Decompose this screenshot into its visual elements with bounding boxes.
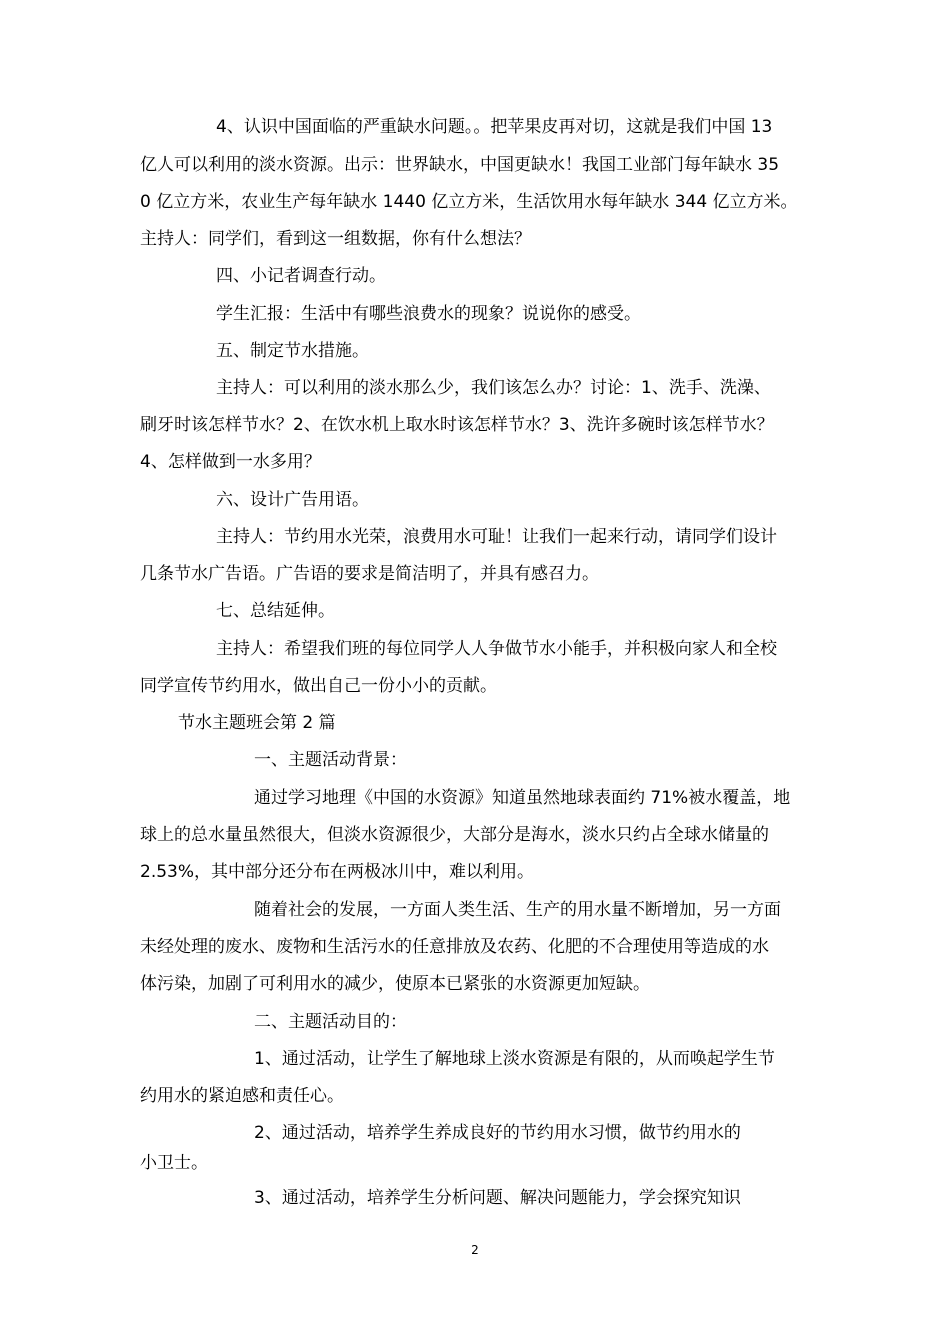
section-heading: 二、主题活动目的： <box>254 1012 407 1032</box>
text-line: 球上的总水量虽然很大，但淡水资源很少，大部分是海水，淡水只约占全球水储量的 <box>140 825 769 845</box>
page-number: 2 <box>471 1243 479 1257</box>
text-line: 随着社会的发展，一方面人类生活、生产的用水量不断增加，另一方面 <box>254 900 781 920</box>
text-line: 体污染，加剧了可利用水的减少，使原本已紧张的水资源更加短缺。 <box>140 974 650 994</box>
text-line: 0 亿立方米，农业生产每年缺水 1440 亿立方米，生活饮用水每年缺水 344 亿立方米。 <box>140 192 798 212</box>
text-line: 学生汇报：生活中有哪些浪费水的现象？说说你的感受。 <box>216 304 641 324</box>
text-line: 约用水的紧迫感和责任心。 <box>140 1086 344 1106</box>
text-line: 几条节水广告语。广告语的要求是简洁明了，并具有感召力。 <box>140 564 599 584</box>
text-line: 主持人：同学们，看到这一组数据，你有什么想法？ <box>140 229 531 249</box>
text-line: 刷牙时该怎样节水？2、在饮水机上取水时该怎样节水？3、洗许多碗时该怎样节水？ <box>140 415 774 435</box>
section-heading: 四、小记者调查行动。 <box>216 266 386 286</box>
text-line: 未经处理的废水、废物和生活污水的任意排放及农药、化肥的不合理使用等造成的水 <box>140 937 769 957</box>
text-line: 小卫士。 <box>140 1153 208 1173</box>
text-line: 同学宣传节约用水，做出自己一份小小的贡献。 <box>140 676 497 696</box>
section-heading: 七、总结延伸。 <box>216 601 335 621</box>
text-line: 4、认识中国面临的严重缺水问题。。把苹果皮再对切，这就是我们中国 13 <box>216 117 773 137</box>
text-line: 主持人：可以利用的淡水那么少，我们该怎么办？讨论：1、洗手、洗澡、 <box>216 378 771 398</box>
text-line: 3、通过活动，培养学生分析问题、解决问题能力，学会探究知识 <box>254 1188 741 1208</box>
text-line: 亿人可以利用的淡水资源。出示：世界缺水，中国更缺水！我国工业部门每年缺水 35 <box>140 155 780 175</box>
text-line: 2.53%，其中部分还分布在两极冰川中，难以利用。 <box>140 862 535 882</box>
text-line: 主持人：希望我们班的每位同学人人争做节水小能手，并积极向家人和全校 <box>216 639 777 659</box>
text-line: 2、通过活动，培养学生养成良好的节约用水习惯，做节约用水的 <box>254 1123 741 1143</box>
text-line: 4、怎样做到一水多用？ <box>140 452 321 472</box>
section-heading: 一、主题活动背景： <box>254 750 407 770</box>
text-line: 1、通过活动，让学生了解地球上淡水资源是有限的，从而唤起学生节 <box>254 1049 775 1069</box>
section-heading: 六、设计广告用语。 <box>216 490 369 510</box>
section-heading: 五、制定节水措施。 <box>216 341 369 361</box>
text-line: 主持人：节约用水光荣，浪费用水可耻！让我们一起来行动，请同学们设计 <box>216 527 777 547</box>
article-title: 节水主题班会第 2 篇 <box>178 713 336 733</box>
text-line: 通过学习地理《中国的水资源》知道虽然地球表面约 71%被水覆盖，地 <box>254 788 791 808</box>
